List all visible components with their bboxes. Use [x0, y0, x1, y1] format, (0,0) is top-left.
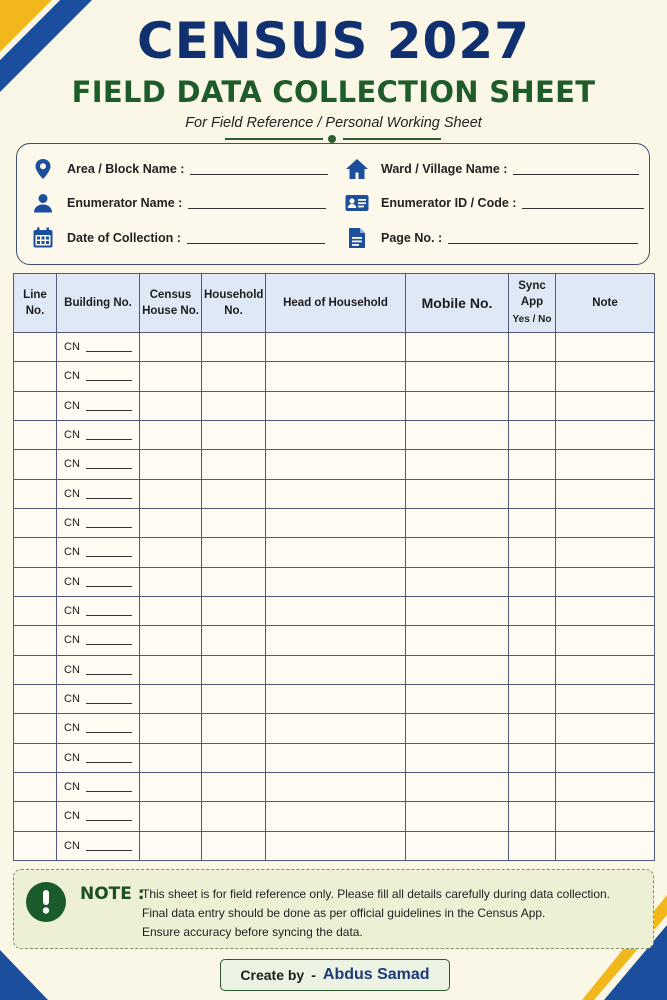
id-card-icon — [345, 191, 369, 215]
cell-head-of-household[interactable] — [266, 333, 406, 362]
cell-note[interactable] — [556, 714, 655, 743]
cell-building-no[interactable] — [57, 508, 140, 537]
col-header-mobile-no: Mobile No. — [406, 274, 509, 333]
col-header-head-of-household: Head of Household — [266, 274, 406, 333]
page-no-input-line[interactable] — [448, 243, 638, 244]
cell-head-of-household[interactable] — [266, 479, 406, 508]
table-row — [14, 450, 655, 479]
cell-sync-app[interactable] — [509, 831, 556, 860]
table-row — [14, 655, 655, 684]
page-no-label: Page No. : — [381, 231, 443, 245]
cell-household-no[interactable] — [202, 450, 266, 479]
location-pin-icon — [31, 157, 55, 181]
cell-note[interactable] — [556, 802, 655, 831]
enumerator-name-field[interactable] — [31, 191, 326, 215]
cell-head-of-household[interactable] — [266, 391, 406, 420]
cell-line-no[interactable] — [14, 567, 57, 596]
table-row — [14, 626, 655, 655]
cell-census-house-no[interactable] — [140, 362, 202, 391]
table-row — [14, 391, 655, 420]
cell-note[interactable] — [556, 596, 655, 625]
data-collection-table — [13, 273, 655, 861]
cell-line-no[interactable] — [14, 362, 57, 391]
data-table-wrapper — [13, 273, 654, 860]
cell-mobile-no[interactable] — [406, 391, 509, 420]
cell-building-no[interactable] — [57, 538, 140, 567]
cell-note[interactable] — [556, 479, 655, 508]
cell-sync-app[interactable] — [509, 450, 556, 479]
table-row — [14, 596, 655, 625]
cell-mobile-no[interactable] — [406, 479, 509, 508]
cell-line-no[interactable] — [14, 684, 57, 713]
cell-mobile-no[interactable] — [406, 420, 509, 449]
note-line-3: Ensure accuracy before syncing the data. — [142, 925, 363, 939]
cell-sync-app[interactable] — [509, 508, 556, 537]
col-header-building-no: Building No. — [57, 274, 140, 333]
building-no-input-line[interactable] — [86, 468, 132, 469]
cell-sync-app[interactable] — [509, 567, 556, 596]
cell-census-house-no[interactable] — [140, 333, 202, 362]
cell-head-of-household[interactable] — [266, 538, 406, 567]
cell-note[interactable] — [556, 508, 655, 537]
building-no-input-line[interactable] — [86, 791, 132, 792]
cell-census-house-no[interactable] — [140, 831, 202, 860]
cell-note[interactable] — [556, 831, 655, 860]
cell-building-no[interactable] — [57, 802, 140, 831]
cell-census-house-no[interactable] — [140, 802, 202, 831]
cell-sync-app[interactable] — [509, 333, 556, 362]
table-row — [14, 684, 655, 713]
table-row — [14, 772, 655, 801]
cell-head-of-household[interactable] — [266, 743, 406, 772]
cell-census-house-no[interactable] — [140, 655, 202, 684]
cell-mobile-no[interactable] — [406, 772, 509, 801]
cell-mobile-no[interactable] — [406, 743, 509, 772]
cell-head-of-household[interactable] — [266, 626, 406, 655]
cell-head-of-household[interactable] — [266, 684, 406, 713]
corner-decoration-bottom-left — [0, 950, 60, 1000]
building-prefix-label: CN — [64, 781, 80, 794]
table-row — [14, 714, 655, 743]
table-row — [14, 567, 655, 596]
cell-note[interactable] — [556, 655, 655, 684]
ward-village-label: Ward / Village Name : — [381, 162, 508, 176]
cell-line-no[interactable] — [14, 802, 57, 831]
building-no-input-line[interactable] — [86, 615, 132, 616]
cell-head-of-household[interactable] — [266, 772, 406, 801]
enumerator-name-input-line[interactable] — [188, 208, 326, 209]
sync-app-label: Sync App — [518, 280, 546, 308]
building-prefix-label: CN — [64, 546, 80, 559]
building-no-input-line[interactable] — [86, 556, 132, 557]
cell-census-house-no[interactable] — [140, 684, 202, 713]
building-prefix-label: CN — [64, 517, 80, 530]
page-tagline: For Field Reference / Personal Working Sheet — [185, 115, 482, 131]
cell-census-house-no[interactable] — [140, 596, 202, 625]
area-block-label: Area / Block Name : — [67, 162, 185, 176]
cell-line-no[interactable] — [14, 596, 57, 625]
cell-census-house-no[interactable] — [140, 391, 202, 420]
person-icon — [31, 191, 55, 215]
area-block-field[interactable] — [31, 157, 328, 181]
cell-building-no[interactable] — [57, 596, 140, 625]
cell-head-of-household[interactable] — [266, 420, 406, 449]
cell-sync-app[interactable] — [509, 772, 556, 801]
calendar-icon — [31, 226, 55, 250]
sync-yes-no-label: Yes / No — [512, 314, 552, 325]
building-no-input-line[interactable] — [86, 762, 132, 763]
table-row — [14, 362, 655, 391]
home-icon — [345, 157, 369, 181]
cell-line-no[interactable] — [14, 655, 57, 684]
cell-line-no[interactable] — [14, 420, 57, 449]
cell-mobile-no[interactable] — [406, 802, 509, 831]
cell-note[interactable] — [556, 450, 655, 479]
cell-line-no[interactable] — [14, 772, 57, 801]
cell-census-house-no[interactable] — [140, 567, 202, 596]
cell-mobile-no[interactable] — [406, 567, 509, 596]
page-title: CENSUS 2027 — [137, 12, 530, 70]
cell-building-no[interactable] — [57, 567, 140, 596]
cell-sync-app[interactable] — [509, 684, 556, 713]
col-header-census-house-no: Census House No. — [140, 274, 202, 333]
cell-note[interactable] — [556, 333, 655, 362]
building-prefix-label: CN — [64, 370, 80, 383]
enumerator-id-input-line[interactable] — [522, 208, 644, 209]
building-no-input-line[interactable] — [86, 674, 132, 675]
cell-census-house-no[interactable] — [140, 626, 202, 655]
building-prefix-label: CN — [64, 458, 80, 471]
cell-census-house-no[interactable] — [140, 420, 202, 449]
cell-building-no[interactable] — [57, 450, 140, 479]
cell-household-no[interactable] — [202, 333, 266, 362]
table-header-row — [14, 274, 655, 333]
cell-mobile-no[interactable] — [406, 362, 509, 391]
info-box — [16, 143, 650, 265]
cell-note[interactable] — [556, 362, 655, 391]
cell-sync-app[interactable] — [509, 802, 556, 831]
cell-household-no[interactable] — [202, 596, 266, 625]
exclamation-icon — [26, 882, 66, 922]
cell-sync-app[interactable] — [509, 596, 556, 625]
cell-note[interactable] — [556, 772, 655, 801]
building-prefix-label: CN — [64, 341, 80, 354]
enumerator-name-label: Enumerator Name : — [67, 196, 183, 210]
cell-household-no[interactable] — [202, 508, 266, 537]
cell-line-no[interactable] — [14, 538, 57, 567]
cell-census-house-no[interactable] — [140, 450, 202, 479]
enumerator-id-label: Enumerator ID / Code : — [381, 196, 517, 210]
cell-note[interactable] — [556, 420, 655, 449]
cell-sync-app[interactable] — [509, 420, 556, 449]
cell-head-of-household[interactable] — [266, 831, 406, 860]
cell-building-no[interactable] — [57, 391, 140, 420]
cell-household-no[interactable] — [202, 538, 266, 567]
cell-note[interactable] — [556, 567, 655, 596]
cell-head-of-household[interactable] — [266, 362, 406, 391]
cell-head-of-household[interactable] — [266, 714, 406, 743]
cell-household-no[interactable] — [202, 655, 266, 684]
note-line-2: Final data entry should be done as per official guidelines in the Census App. — [142, 906, 546, 920]
cell-household-no[interactable] — [202, 684, 266, 713]
cell-sync-app[interactable] — [509, 538, 556, 567]
credit-badge — [220, 959, 450, 991]
cell-sync-app[interactable] — [509, 743, 556, 772]
building-no-input-line[interactable] — [86, 850, 132, 851]
cell-line-no[interactable] — [14, 333, 57, 362]
note-line-1: This sheet is for field reference only. Please fill all details carefully during data collection. — [142, 887, 611, 901]
building-prefix-label: CN — [64, 487, 80, 500]
col-header-line-no: Line No. — [14, 274, 57, 333]
building-prefix-label: CN — [64, 751, 80, 764]
cell-line-no[interactable] — [14, 508, 57, 537]
cell-building-no[interactable] — [57, 333, 140, 362]
cell-line-no[interactable] — [14, 391, 57, 420]
cell-note[interactable] — [556, 391, 655, 420]
cell-building-no[interactable] — [57, 655, 140, 684]
cell-census-house-no[interactable] — [140, 538, 202, 567]
cell-building-no[interactable] — [57, 420, 140, 449]
col-header-sync-app — [509, 274, 556, 333]
cell-head-of-household[interactable] — [266, 508, 406, 537]
cell-head-of-household[interactable] — [266, 596, 406, 625]
cell-line-no[interactable] — [14, 450, 57, 479]
cell-building-no[interactable] — [57, 714, 140, 743]
building-no-input-line[interactable] — [86, 351, 132, 352]
building-prefix-label: CN — [64, 663, 80, 676]
col-header-note: Note — [556, 274, 655, 333]
enumerator-id-field[interactable] — [345, 191, 644, 215]
cell-census-house-no[interactable] — [140, 479, 202, 508]
cell-household-no[interactable] — [202, 391, 266, 420]
cell-sync-app[interactable] — [509, 714, 556, 743]
document-icon — [345, 226, 369, 250]
cell-building-no[interactable] — [57, 743, 140, 772]
credit-prefix: Create by — [240, 967, 305, 983]
cell-sync-app[interactable] — [509, 626, 556, 655]
building-prefix-label: CN — [64, 429, 80, 442]
table-row — [14, 802, 655, 831]
cell-mobile-no[interactable] — [406, 626, 509, 655]
cell-census-house-no[interactable] — [140, 772, 202, 801]
cell-household-no[interactable] — [202, 362, 266, 391]
cell-line-no[interactable] — [14, 479, 57, 508]
building-prefix-label: CN — [64, 839, 80, 852]
cell-building-no[interactable] — [57, 479, 140, 508]
ward-village-input-line[interactable] — [513, 174, 639, 175]
cell-sync-app[interactable] — [509, 655, 556, 684]
building-prefix-label: CN — [64, 605, 80, 618]
cell-household-no[interactable] — [202, 831, 266, 860]
ward-village-field[interactable] — [345, 157, 639, 181]
date-of-collection-field[interactable] — [31, 226, 325, 250]
cell-household-no[interactable] — [202, 420, 266, 449]
cell-household-no[interactable] — [202, 479, 266, 508]
cell-mobile-no[interactable] — [406, 333, 509, 362]
building-prefix-label: CN — [64, 693, 80, 706]
table-row — [14, 420, 655, 449]
cell-note[interactable] — [556, 684, 655, 713]
cell-mobile-no[interactable] — [406, 508, 509, 537]
cell-household-no[interactable] — [202, 743, 266, 772]
area-block-input-line[interactable] — [190, 174, 328, 175]
cell-note[interactable] — [556, 743, 655, 772]
cell-mobile-no[interactable] — [406, 831, 509, 860]
building-prefix-label: CN — [64, 399, 80, 412]
building-no-input-line[interactable] — [86, 410, 132, 411]
cell-census-house-no[interactable] — [140, 743, 202, 772]
credit-separator: - — [311, 967, 316, 983]
page-no-field[interactable] — [345, 226, 638, 250]
cell-mobile-no[interactable] — [406, 655, 509, 684]
building-no-input-line[interactable] — [86, 380, 132, 381]
note-heading: NOTE : — [80, 884, 145, 904]
cell-census-house-no[interactable] — [140, 714, 202, 743]
cell-mobile-no[interactable] — [406, 714, 509, 743]
cell-line-no[interactable] — [14, 743, 57, 772]
cell-line-no[interactable] — [14, 714, 57, 743]
cell-household-no[interactable] — [202, 802, 266, 831]
cell-mobile-no[interactable] — [406, 450, 509, 479]
building-no-input-line[interactable] — [86, 527, 132, 528]
cell-census-house-no[interactable] — [140, 508, 202, 537]
table-row — [14, 479, 655, 508]
cell-mobile-no[interactable] — [406, 684, 509, 713]
cell-household-no[interactable] — [202, 626, 266, 655]
building-prefix-label: CN — [64, 575, 80, 588]
building-no-input-line[interactable] — [86, 498, 132, 499]
cell-building-no[interactable] — [57, 362, 140, 391]
building-no-input-line[interactable] — [86, 439, 132, 440]
table-body — [14, 333, 655, 861]
cell-head-of-household[interactable] — [266, 567, 406, 596]
building-prefix-label: CN — [64, 634, 80, 647]
table-row — [14, 333, 655, 362]
cell-line-no[interactable] — [14, 626, 57, 655]
table-row — [14, 538, 655, 567]
credit-author-name: Abdus Samad — [322, 966, 430, 983]
cell-building-no[interactable] — [57, 831, 140, 860]
date-of-collection-label: Date of Collection : — [67, 231, 181, 245]
cell-sync-app[interactable] — [509, 391, 556, 420]
cell-mobile-no[interactable] — [406, 596, 509, 625]
cell-household-no[interactable] — [202, 714, 266, 743]
cell-sync-app[interactable] — [509, 479, 556, 508]
cell-head-of-household[interactable] — [266, 450, 406, 479]
cell-mobile-no[interactable] — [406, 538, 509, 567]
date-of-collection-input-line[interactable] — [187, 243, 325, 244]
cell-household-no[interactable] — [202, 567, 266, 596]
cell-household-no[interactable] — [202, 772, 266, 801]
note-box — [13, 869, 654, 949]
cell-building-no[interactable] — [57, 772, 140, 801]
building-no-input-line[interactable] — [86, 586, 132, 587]
table-row — [14, 743, 655, 772]
cell-head-of-household[interactable] — [266, 802, 406, 831]
building-no-input-line[interactable] — [86, 732, 132, 733]
page-subtitle: FIELD DATA COLLECTION SHEET — [71, 75, 596, 109]
cell-line-no[interactable] — [14, 831, 57, 860]
table-row — [14, 508, 655, 537]
cell-building-no[interactable] — [57, 626, 140, 655]
cell-building-no[interactable] — [57, 684, 140, 713]
table-row — [14, 831, 655, 860]
cell-sync-app[interactable] — [509, 362, 556, 391]
building-prefix-label: CN — [64, 810, 80, 823]
building-no-input-line[interactable] — [86, 644, 132, 645]
cell-note[interactable] — [556, 538, 655, 567]
building-no-input-line[interactable] — [86, 820, 132, 821]
cell-note[interactable] — [556, 626, 655, 655]
building-no-input-line[interactable] — [86, 703, 132, 704]
building-prefix-label: CN — [64, 722, 80, 735]
cell-head-of-household[interactable] — [266, 655, 406, 684]
col-header-household-no: Household No. — [202, 274, 266, 333]
